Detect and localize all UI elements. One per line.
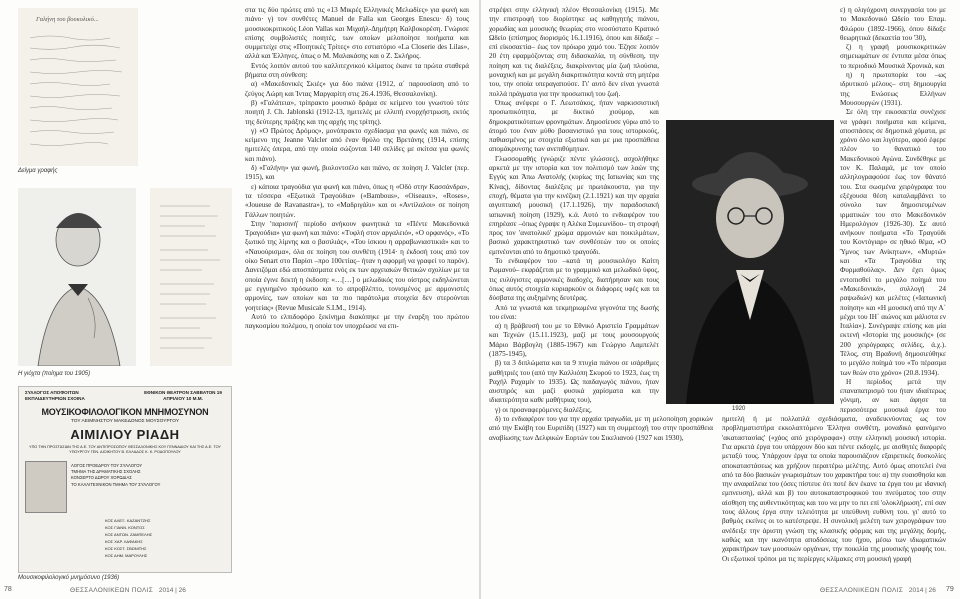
program-item: ΚΟΝΣΕΡΤΟ ΔΩΡΟΥ ΧΟΡΩΔΙΑΣ — [71, 475, 132, 481]
left-magazine-name: ΘΕΣΣΑΛΟΝΙΚΕΩΝ ΠΟΛΙΣ — [70, 587, 154, 594]
left-issue: 2014 | 26 — [158, 587, 186, 594]
poem-sheet — [150, 188, 232, 366]
paragraph: Το ενδιαφέρον του –κατά τη μουσικολόγο Καίτη Ρωμανού– εκφράζεται με το γραμμικό και μελωδικό ύφος, τις ευλύγιστες αρμονικές διαδοχές, διατήρησαν και τους όπως αυτός στοιχεία κυριαρκούν οι διάφορες υφές και τα δύσβατα της αυξημένης δευτέρας. — [489, 257, 659, 303]
handwriting-lines — [18, 8, 138, 166]
paragraph: β) «Γαλάτεια», τρίπρακτο μουσικό δράμα σε κείμενο του γνωστού τότε ποιητή J. Ch. Jablonski (1912-13, ημιτελές με ελλιπή ενορχήστρωση, εκτός της δεύτερης πράξης και της αρχής της τρίτης). — [245, 98, 469, 126]
paragraph: ε) κάποια τραγούδια για φωνή και πιάνο, όπως η «Οδό στην Κασσάνδρα», τα τέσσερα «Εξωτικά Τραγούδια» («Bambous», «Oiseaux», «Roses», «Joueuse de Ravanastra»), το «Μαδριγάλι» και οι «Αντίλαλοι» σε ποίηση Γάλλων ποιητών. — [245, 182, 469, 219]
poster-right-top: ΕΘΝΙΚΟΝ ΘΕΑΤΡΟΝ ΣΑΒΒΑΤΟΝ 19 ΑΠΡΙΛΙΟΥ 10 Μ.Μ. — [144, 390, 222, 401]
manuscript-title: Γαλήνη του βουκολικό... — [36, 16, 99, 23]
poster-name: ΑΙΜΙΛΙΟΥ ΡΙΑΔΗ — [70, 427, 180, 442]
paragraph: Σε όλη την εικοσαετία συνέχισε να γράφει ποιήματα και κείμενα, αποσπάσεις σε δημοτικά χόματα, με χρόνο όλο και λιγότερο, αφού έφερε πλέον το θανατικό του Μακεδονικού Αγώνα. Συνδέθηκε με τον Κ. Παλαμά, με τον οποίο αλληλογραφούσε έως τον θάνατό του. Στα σωσμένα χειρόγραφα του εξέχουσα θέση καταλαμβάνει το σύνολο των δημοσιευμένων ιρματικών του στο Μακεδονικόν Ημερολόγιον (1926-30). Σε αυτό ανήκουν ποιήματα «Το Τραγούδι του Κοντόγιαρ» σε ηθικό θέμα, «Ο Ύμνος των Ανίκητων», «Μυρτώ» και «Τα Τραγούδια της Φυρμαθούλας». Δεν έχει όμως εντοπισθεί το μεγάλο ποίημά του «Μακεδονικά», συλλογή 24 ραψωδιών) και μελέτες («Ιαπωνική ποίηση» και «Η μουσική από την Α΄ μέχρι του ΙΗ΄ αιώνος και μάλιστα εν Ιταλία»). Συνέγραψε επίσης και μία εκτενή «Ιστορία της μουσικής» (σε 200 χειρόγραφες σελίδες, ά.χ.). Τέλος, στη Βραδυνή δημοσιεύθηκε το μεγάλο ποίημά του «Το πέρασμα των θεών στο χρόνο» (20.8.1934). — [840, 108, 946, 377]
composer-photo — [666, 120, 834, 404]
sketch-caption: Η γιόχτα (ποίημα του 1905) — [18, 371, 91, 377]
paragraph: ε) η ολιγόχρονη συνεργασία του με το Μακεδονικό Ωδείο του Επαμ. Φλώρου (1892-1966), όπου δίδαξε θεωρητικά (δεκαετία του '30), — [840, 6, 946, 42]
poster-left-top: ΣΥΛΛΟΓΟΣ ΑΠΟΦΟΙΤΩΝ ΕΚΠΑΙΔΕΥΤΗΡΙΩΝ ΣΧΟΙΝΑ — [25, 390, 85, 401]
page-gutter — [479, 0, 481, 599]
paragraph: α) «Μακεδονικές Σκιές» για δύο πιάνα (1912, α΄ παρουσίαση από το ζεύγος Λώρη και Ίντας Μαργαρίτη στις 26.4.1936, Θεσσαλονίκη). — [245, 80, 469, 98]
cast-item: ΚΟΣ ΑΛΕΞ. ΚΑΖΑΝΤΖΗΣ — [105, 518, 151, 523]
memorial-poster — [18, 386, 232, 573]
poster-program — [71, 463, 221, 488]
paragraph: γ) οι προαναφερόμενες διαλέξεις, — [495, 405, 592, 414]
paragraph: η) η πρωτοπορία του –ως ιδρυτικού μέλους– στη δημιουργία της Ενώσεως Ελλήνων Μουσουργών (1931). — [840, 71, 946, 107]
cast-item: ΚΟΣ ΓΙΑΝΝ. ΚΟΝΤΟΣ — [105, 525, 145, 530]
paragraph: Γλωσσομαθής (γνώριζε πέντε γλώσσες), ασχολήθηκε αρκετά με την ιστορία και τον πολιτισμό των λαών της Εγγύς και Άπω Ανατολής (κυρίως της Ιαπωνίας και της Κίνας), δίδοντας διαλέξεις με πρωτάκουστα, για την εποχή, θέματα για την κινέζικη (2.1.1921) και την αρχαία αιγυπτιακή μουσική (17.1.1926), την παραδοσιακή ιαπωνική ποίηση (1929), κ.ά. Αυτό το ενδιαφέρον του επηρέασε –όπως έγραψε η Αλέκα Συμεωνίδου– τη στροφή προς τον 'ανατολικό' χρώμα αρμονιών και ποικιλμάτων, βασικό χαρακτηριστικό των συνθέσεών του οι οποίες εμπνέονται από το δημοτικό τραγούδι. — [489, 154, 659, 256]
paragraph: Αυτό το ελπιδοφόρο ξεκίνημα διακόπηκε με την έναρξη του πρώτου παγκοσμίου πολέμου, η οποία τον υποχρέωσε να επι- — [245, 312, 469, 331]
paragraph: Η περίοδος μετά την επαναπατρισμό του ήταν ιδιαίτερως γόνιμη, αν και άφησε τα περισσότερα μουσικά έργα του ημιτελή ή με πολλαπλά σχεδιάσματα, αναδεικνύοντας ως τον προβληματιστήρα εκκολαπτόμενο Έλληνα συνθέτη, μοναδικό φαινόμενο 'ακαταστασίας' («χάος από χειρόγραφα») στην ελληνική μουσική ιστορία. Για αρκετά έργα του υπάρχουν δύο και πέντε εκδοχές, με αισθητές διαφορές μεταξύ τους. Υπάρχουν έργα τα οποία παρουσιάζουν εξαιρετικές δυσκολίες αποκαταστάσεως και χρήζουν περαιτέρω μελέτης. Αυτό όμως αποτελεί ένα από τα δύο βασικών γνωρισμάτων του χαρακτήρα του: α) την ευαισθησία και την αναφαίλεια του (όσες πίστευε ότι ποτέ δεν έκανε τα έργα του με ιδανική εμπνευση), αλλά και β) του αυτοκαταστροφικού του πνεύματος του στην αίσθηση της αυθεντικότητας και του να μην το πει επί 'ολοκλήρωση', επί σαν τους άλλους έργα στην τελειότητα με υπεύθυνη ευθύνη του. γι' αυτό το βαθμός εκείνες οι το κατέστρεψε. Η συνολική μελέτη των χειρογράφων του ανέδειξε την άριστη γνώση της κλασικής φόρμας και της μεγάλης δομής, καθώς και την ικανότητα αποδόσεως του ήχου, μέσω των ιδιωματικών χαρακτήρων των μουσικών οργάνων, την ποικιλία της μουσικής γραφής του. Οι εξωτικοί τρόποι μα τις περίεργες κλίμακες στη μουσική γραφή — [722, 377, 946, 563]
paragraph: Στην 'παρισινή' περίοδο ανήκουν φωνητικά τα «Πέντε Μακεδονικά Τραγούδια» για φωνή και πιάνο: «Τυφλή στον αργαλειό», «Ο ορφανός», «Το ξωτικό της λίμνης και ο βασιλιάς», «Του ίσκιου η αρραβωνιαστικιά» και το «Ναυούρισμα», όλα σε ποίηση του συνθέτη (1914· η έκδοσή τους από τον οίκο Senart στο Παρίσι –προ 100ετίας– ήταν η αφορμή να γραφεί το παρόν). Δανειζόμαι εδώ αποσπάσματα ενός εκ των αρχειακών θετικών σχολίων με τα οποία έγινε δεκτή η έκδοση: «…[…] ο μελωδικός του οίστρος εκδηλώνεται με εγγυημένο πρόσωπο και το απροβλέπτο, τονισμένος με αρμονιστές αρμονίες, των οποίων και τα πιο παράτολμα στοιχεία δεν στερούνται γοητείας» (Revue Musicale S.I.M., 1914). — [245, 219, 469, 312]
cast-item: ΚΟΣ ΧΑΡ. ΛΑΦΑΚΗΣ — [105, 539, 143, 544]
left-footer — [70, 587, 186, 594]
poem-lines — [150, 188, 232, 366]
paragraph: δ) «Γαλήνη» για φωνή, βιολοντσέλο και πιάνο, σε ποίηση J. Valcler (περ. 1915), και — [245, 164, 469, 182]
cast-item: ΚΟΣ ΔΗΜ. ΜΑΡΟΥΛΗΣ — [105, 553, 148, 558]
paragraph: Από τα γνωστά και τεκμηριωμένα γεγονότα της δωσής του είναι: — [489, 303, 659, 321]
poster-heading: ΜΟΥΣΙΚΟΦΙΛΟΛΟΓΙΚΟΝ ΜΝΗΜΟΣΥΝΟΝ — [41, 407, 209, 417]
program-item: ΛΟΓΟΣ ΠΡΟΕΔΡΟΥ ΤΟΥ ΣΥΛΛΟΓΟΥ — [71, 463, 143, 468]
paragraph: δ) το ενδιαφέρον του για την αρχαία τραγωδία, με τη μελοποίηση χορικών από την Εκάβη του Ευριπίδη (1927) και τη συμμετοχή του στην προσπάθεια αναβίωσης των Δελφικών Εορτών του Σικελιανού (1927 και 1930), — [489, 415, 713, 442]
manuscript-image — [18, 8, 138, 166]
left-page-number: 78 — [4, 586, 12, 593]
paragraph: γ) «Ο Πρώτος Δρόμος», μονόπρακτο σχεδίασμα για φωνές και πιάνο, σε κείμενο της Jeanne Valcler από έναν θρύλο της Βρετάνης (1914, επίσης ημιτελές όπερα, από την οποία σώζονται 140 σελίδες με σκίτσα για φωνές και πιάνο). — [245, 126, 469, 163]
poster-subheading: ΤΟΥ ΑΕΙΜΝΗΣΤΟΥ ΜΑΚΕΔΟΝΟΣ ΜΟΥΣΟΥΡΓΟΥ — [70, 419, 180, 424]
paragraph: ζ) η γραφή μουσικοκριτικών σημειωμάτων σε έντυπα μέσα όπως το περιοδικό Μουσικά Χρονικά, και — [840, 43, 946, 70]
sketch-figure — [18, 188, 136, 366]
paragraph: α) η βράβευσή του με το Εθνικό Αριστείο Γραμμάτων και Τεχνών (15.11.1923), μαζί με τους μουσουργούς Μάριο Βάρβογλη (1885-1967) και Γεώργιο Λαμπελέτ (1875-1945), — [489, 322, 659, 358]
cast-item: ΚΟΣ ΑΝΤΩΝ. ΖΑΜΠΕΛΗΣ — [105, 532, 153, 537]
poster-caption: Μουσικοφιλολογικό μνημόσυνο (1936) — [18, 575, 120, 581]
composer-figure — [666, 120, 834, 404]
right-page-number: 79 — [946, 586, 954, 593]
right-footer — [820, 587, 936, 594]
paragraph: στρέψει στην ελληνική πλέον Θεσσαλονίκη (1915). Με την επιστροφή του διορίστηκε ως καθηγητής πιάνου, χορωδίας και μουσικής θεωρίας στο νεοσύστατο Κρατικό Ωδείο (επίσημος διορισμός 16.1.1916), όπου και δίδαξε –επί είκοσαετία– έως τον πρόωρο χαμό του. Έζησε λοιπόν 20 έτη εφαρμόζοντας στη διδασκαλία, τη σύνθεση, την ποίηση και τις διαλέξεις, διακρίνοντας μία ζωή πλούσια, μοναχική και με μεγάλη διακριτικότητα κοντά στη μητέρα του, την οποία υπεραγαπούσε. Γι' αυτό δεν είναι γνωστά πολλά πράγματα για την προσωπική του ζωή. — [489, 6, 659, 98]
program-item: ΤΜΗΜΑ ΤΗΣ ΔΡΑΜΑΤΙΚΗΣ ΣΧΟΛΗΣ — [71, 469, 141, 475]
photo-year-caption: 1920 — [732, 406, 746, 412]
poster-cast — [105, 517, 225, 559]
right-issue: 2014 | 26 — [908, 587, 936, 594]
manuscript-caption: Δείγμα γραφής — [18, 168, 58, 174]
portrait-sketch — [18, 188, 136, 366]
cast-item: ΚΟΣ ΚΟΣΤ. ΣΒΩΝΙΤΗΣ — [105, 546, 147, 551]
right-magazine-name: ΘΕΣΣΑΛΟΝΙΚΕΩΝ ΠΟΛΙΣ — [820, 587, 904, 594]
poster-patronage: ΥΠΟ ΤΗΝ ΠΡΟΣΤΑΣΙΑΝ ΤΗΣ Α.Ε. ΤΟΥ ΑΝΤΙΠΡΟΣΩΠΟΥ ΘΕΣΣΑΛΟΝΙΚΗΣ ΚΟΥ ΓΕΝΝΑΔΙΟΥ ΚΑΙ ΤΗΣ Α.Ε. ΤΟΥ ΥΠΟΥΡΓΟΥ ΓΕΝ. ΔΙΟΙΚΗΤΟΥ Β. ΕΛΛΑΔΟΣ Κ. Κ. ΡΟΔΟΠΟΥΛΟΥ — [29, 445, 221, 454]
poster-portrait — [25, 461, 67, 513]
paragraph: Όπως ανέφερε ο Γ. Λεωτσάκος, ήταν ναρκισσιστική προσωπικότητα, με δικτικό χιούμορ, και δημοκρατικότατων φρονημάτων. Δημοσίευσε γύρω από το άτομό του έναν μύθο βασανιστικό για τους ιστορικούς, παθιασμένος με στοιχεία εξωτικά και με μια προσπάθεια απομάκρυνσης των ανεπιθύμητων. — [489, 98, 659, 154]
program-item: ΤΟ ΚΑΛΛΙΤΕΧΝΙΚΟΝ ΤΜΗΜΑ ΤΟΥ ΣΥΛΛΟΓΟΥ — [71, 481, 161, 487]
paragraph: στα τις δύο πρώτες από τις «13 Μικρές Ελληνικές Μελωδίες» για φωνή και πιάνο· γ) τον συνθέτες Manuel de Falla και Georges Enescu· δ) τους μουσικοκριτικούς Léon Vallas και Μιχαήλ-Δημήτρη Καλβοκορέση. Γνώρισε επίσης συμβολιστές ποιητές, των οποίων μελοποίησε ποιήματα και συμμετείχε στις «Ποιητικές Τρίτες» στο εστιατόριο «La Closerie des Lilas», αλλά και Έλληνες, όπως ο Μ. Μαλακάσης και ο Ζ. Σκλήρος. — [245, 6, 469, 61]
paragraph: Εντός λοιπόν αυτού του καλλιτεχνικού κλίματος έκανε τα πρώτα σταθερά βήματα στη σύνθεση: — [245, 61, 469, 80]
text-column-1 — [245, 6, 469, 582]
paragraph: β) τα 3 διπλώματα και τα 9 πτυχία πιάνου σε ισάριθμες μαθήτριές του (από την Καλλιόπη Σκυρού το 1923, έως τη Ραχήλ Ραχαμίν το 1935). Ως παιδαγωγός πιάνου, ήταν αυστηρός και μαζί φυσικά χαρίσματα και την ιδιαιτερότητα καθε μαθήτριας του), — [489, 359, 659, 405]
